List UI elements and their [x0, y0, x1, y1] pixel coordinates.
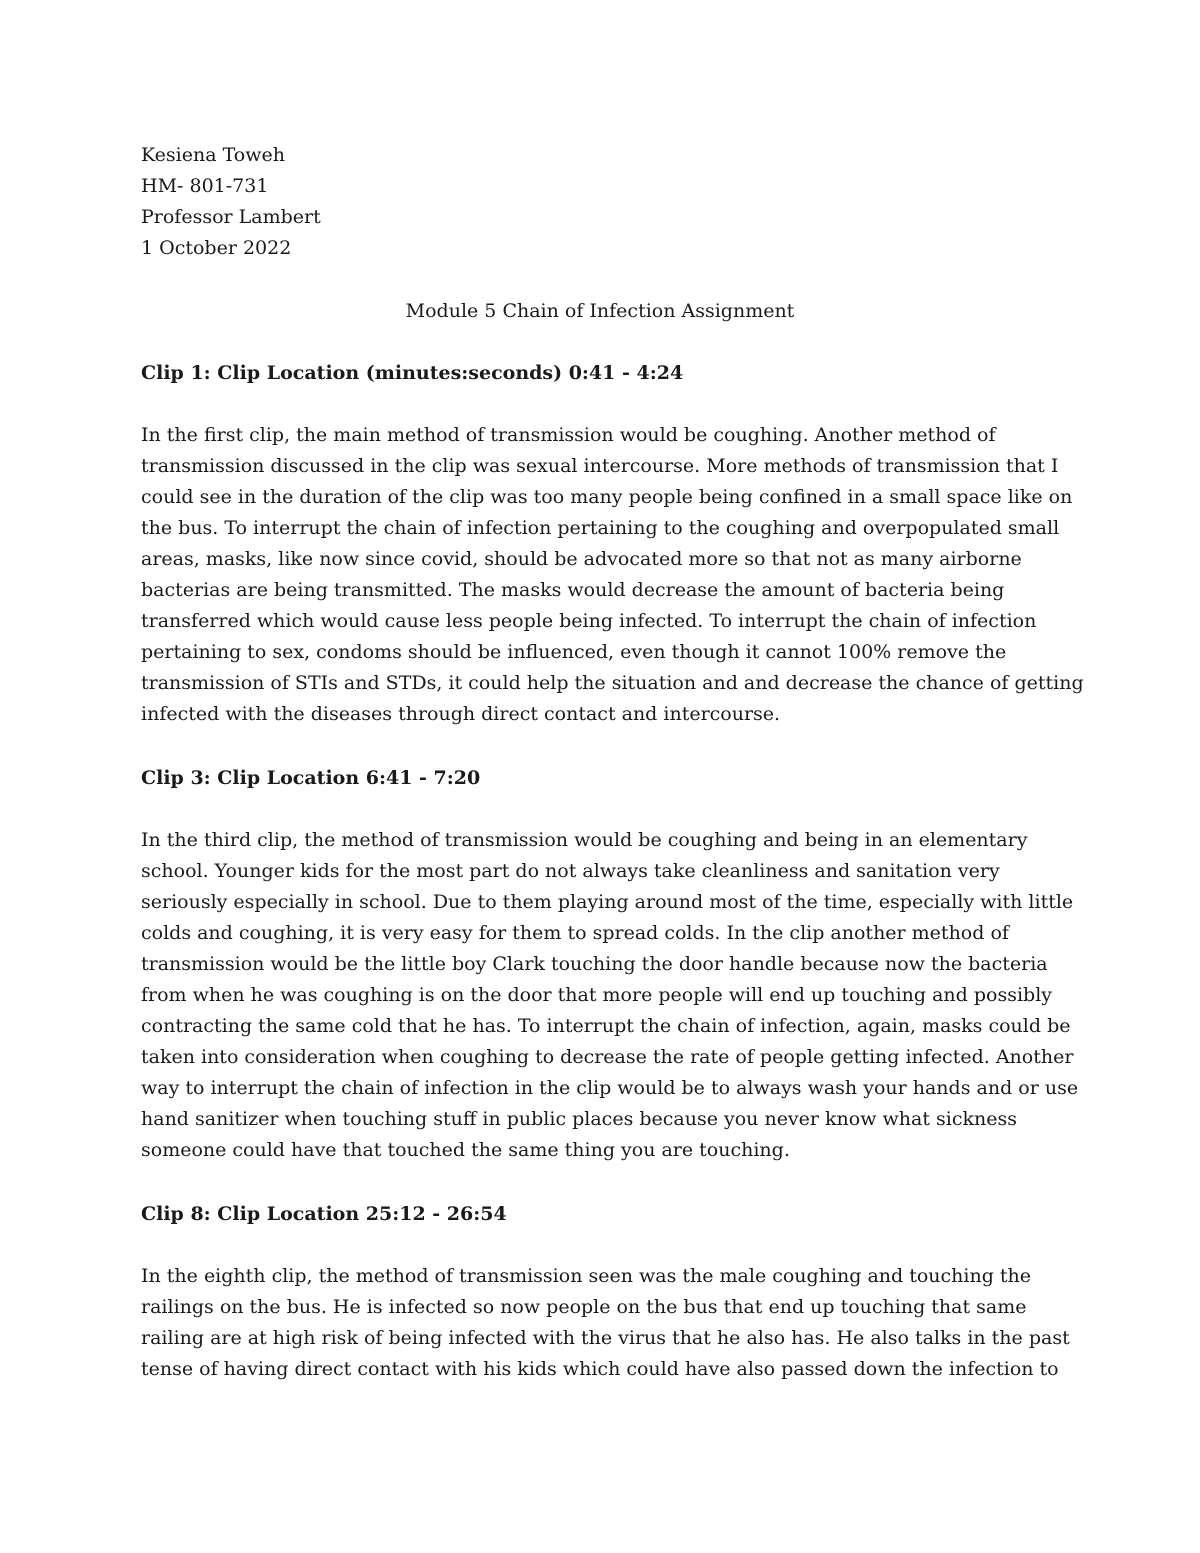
author-name: Kesiena Toweh	[141, 144, 285, 166]
paragraph-line: from when he was coughing is on the door that more people will end up touching and possibly	[141, 984, 1053, 1006]
section-heading-clip-8: Clip 8: Clip Location 25:12 - 26:54	[141, 1203, 507, 1225]
paragraph-line: areas, masks, like now since covid, should be advocated more so that not as many airborne	[141, 548, 1022, 570]
paragraph-line: railings on the bus. He is infected so now people on the bus that end up touching that same	[141, 1296, 1027, 1318]
section-heading-clip-3: Clip 3: Clip Location 6:41 - 7:20	[141, 767, 481, 789]
paragraph-line: bacterias are being transmitted. The masks would decrease the amount of bacteria being	[141, 579, 1005, 601]
paragraph-line: In the third clip, the method of transmission would be coughing and being in an elementary	[141, 829, 1028, 851]
paragraph-line: tense of having direct contact with his kids which could have also passed down the infection to	[141, 1358, 1059, 1380]
document-header	[141, 140, 321, 264]
paragraph-line: In the first clip, the main method of transmission would be coughing. Another method of	[141, 424, 996, 446]
paragraph-line: colds and coughing, it is very easy for them to spread colds. In the clip another method of	[141, 922, 1009, 944]
paragraph-line: pertaining to sex, condoms should be influenced, even though it cannot 100% remove the	[141, 641, 1007, 663]
paragraph-line: hand sanitizer when touching stuff in public places because you never know what sickness	[141, 1108, 1017, 1130]
paragraph-line: someone could have that touched the same thing you are touching.	[141, 1139, 790, 1161]
paragraph-line: way to interrupt the chain of infection in the clip would be to always wash your hands and or use	[141, 1077, 1079, 1099]
paragraph-line: transmission would be the little boy Clark touching the door handle because now the bacteria	[141, 953, 1048, 975]
paragraph-line: infected with the diseases through direct contact and intercourse.	[141, 703, 781, 725]
paragraph-line: transferred which would cause less people being infected. To interrupt the chain of infection	[141, 610, 1037, 632]
document-title: Module 5 Chain of Infection Assignment	[405, 300, 795, 322]
course-code: HM- 801-731	[141, 175, 269, 197]
paragraph-line: school. Younger kids for the most part do not always take cleanliness and sanitation very	[141, 860, 1000, 882]
section-paragraph-clip-1	[141, 420, 1084, 730]
paragraph-line: In the eighth clip, the method of transmission seen was the male coughing and touching the	[141, 1265, 1032, 1287]
professor-name: Professor Lambert	[141, 206, 321, 228]
paragraph-line: transmission of STIs and STDs, it could help the situation and and decrease the chance of getting	[141, 672, 1084, 694]
paragraph-line: contracting the same cold that he has. To interrupt the chain of infection, again, masks could be	[141, 1015, 1071, 1037]
paragraph-line: could see in the duration of the clip was too many people being confined in a small space like on	[141, 486, 1073, 508]
section-heading-clip-1: Clip 1: Clip Location (minutes:seconds) 0:41 - 4:24	[141, 362, 684, 384]
paragraph-line: seriously especially in school. Due to them playing around most of the time, especially with little	[141, 891, 1074, 913]
section-paragraph-clip-3	[141, 825, 1079, 1166]
paragraph-line: railing are at high risk of being infected with the virus that he also has. He also talks in the past	[141, 1327, 1070, 1349]
paragraph-line: taken into consideration when coughing to decrease the rate of people getting infected. Another	[141, 1046, 1074, 1068]
paragraph-line: the bus. To interrupt the chain of infection pertaining to the coughing and overpopulated small	[141, 517, 1060, 539]
paragraph-line: transmission discussed in the clip was sexual intercourse. More methods of transmission that I	[141, 455, 1059, 477]
section-paragraph-clip-8	[141, 1261, 1071, 1385]
document-date: 1 October 2022	[141, 237, 292, 259]
